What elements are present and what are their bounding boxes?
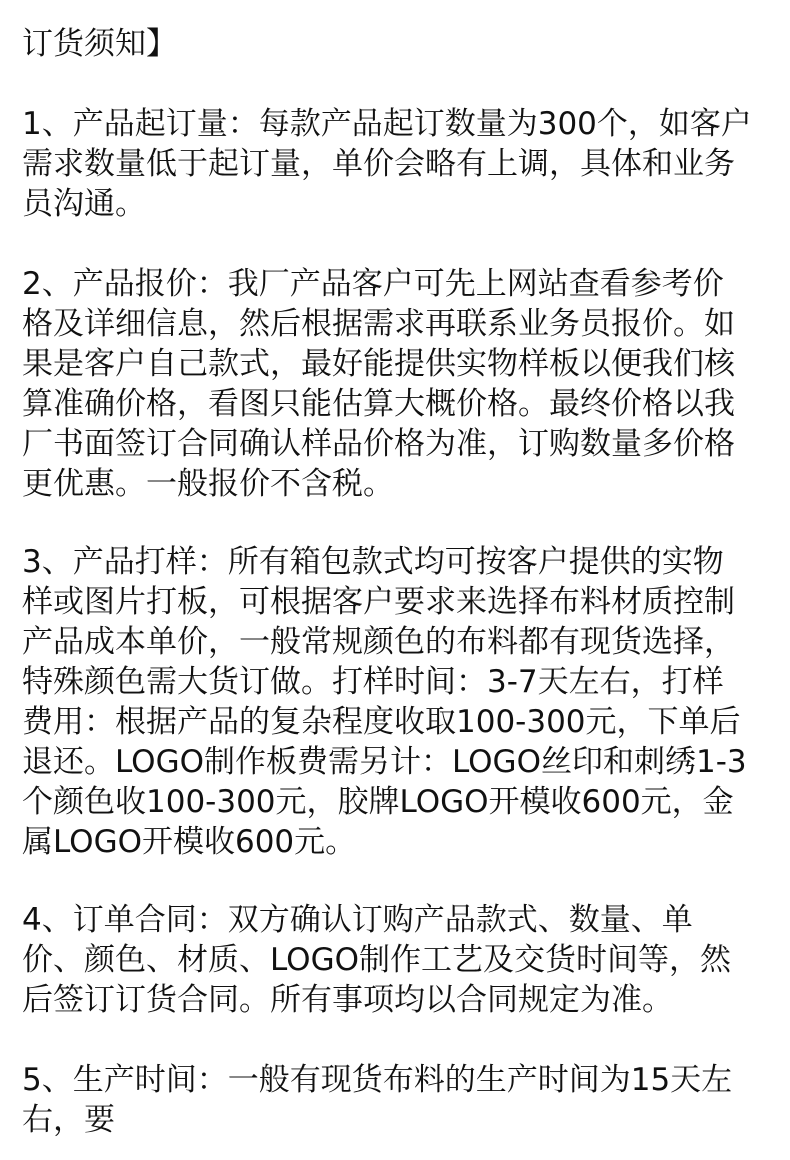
section-4-line-3: 后签订订货合同。所有事项均以合同规定为准。 <box>22 982 673 1018</box>
section-3-line-8: 属LOGO开模收600元。 <box>22 824 357 860</box>
section-1-line-1: 1、产品起订量：每款产品起订数量为300个，如客户 <box>22 106 752 142</box>
section-5-line-2: 右，要 <box>22 1102 115 1138</box>
section-1-line-2: 需求数量低于起订量，单价会略有上调，具体和业务 <box>22 146 735 182</box>
section-3-line-3: 产品成本单价，一般常规颜色的布料都有现货选择， <box>22 624 735 660</box>
section-3-line-5: 费用：根据产品的复杂程度收取100-300元，下单后 <box>22 704 741 740</box>
section-2-line-4: 算准确价格，看图只能估算大概价格。最终价格以我 <box>22 386 735 422</box>
section-3-line-6: 退还。LOGO制作板费需另计：LOGO丝印和刺绣1-3 <box>22 744 747 780</box>
section-3-line-1: 3、产品打样：所有箱包款式均可按客户提供的实物 <box>22 544 724 580</box>
section-5-line-1: 5、生产时间：一般有现货布料的生产时间为15天左 <box>22 1062 733 1098</box>
section-4-line-2: 价、颜色、材质、LOGO制作工艺及交货时间等，然 <box>22 942 731 978</box>
section-4-line-1: 4、订单合同：双方确认订购产品款式、数量、单 <box>22 902 693 938</box>
section-2-line-1: 2、产品报价：我厂产品客户可先上网站查看参考价 <box>22 266 724 302</box>
section-3-line-7: 个颜色收100-300元，胶牌LOGO开模收600元，金 <box>22 784 734 820</box>
notice-heading: 订货须知】 <box>22 26 177 62</box>
section-1-line-3: 员沟通。 <box>22 186 146 222</box>
section-2-line-5: 厂书面签订合同确认样品价格为准，订购数量多价格 <box>22 426 735 462</box>
section-2-line-3: 果是客户自己款式，最好能提供实物样板以便我们核 <box>22 346 735 382</box>
section-3-line-2: 样或图片打板，可根据客户要求来选择布料材质控制 <box>22 584 735 620</box>
section-3-line-4: 特殊颜色需大货订做。打样时间：3-7天左右，打样 <box>22 664 724 700</box>
section-2-line-2: 格及详细信息，然后根据需求再联系业务员报价。如 <box>22 306 735 342</box>
section-2-line-6: 更优惠。一般报价不含税。 <box>22 466 394 502</box>
